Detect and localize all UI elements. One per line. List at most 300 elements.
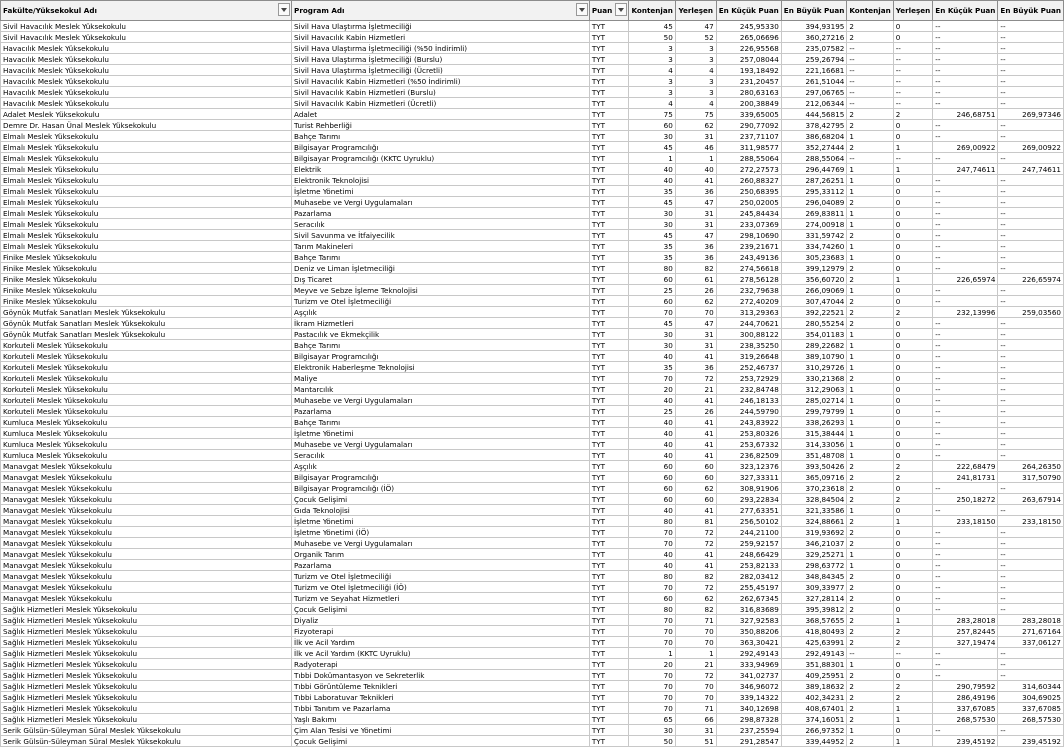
cell-puan[interactable]: TYT — [589, 692, 629, 703]
cell-kontenjan-2[interactable]: 2 — [847, 538, 893, 549]
cell-kontenjan[interactable]: 70 — [629, 692, 675, 703]
cell-puan[interactable]: TYT — [589, 76, 629, 87]
cell-max[interactable]: 315,38444 — [781, 428, 847, 439]
cell-max-2[interactable]: -- — [998, 582, 1064, 593]
cell-min-2[interactable]: -- — [933, 648, 998, 659]
cell-kontenjan[interactable]: 80 — [629, 604, 675, 615]
cell-max-2[interactable]: -- — [998, 439, 1064, 450]
cell-yerlesen[interactable]: 70 — [675, 637, 716, 648]
cell-kontenjan-2[interactable]: 2 — [847, 736, 893, 747]
cell-min-2[interactable]: -- — [933, 527, 998, 538]
cell-kontenjan-2[interactable]: 1 — [847, 351, 893, 362]
cell-max[interactable]: 321,33586 — [781, 505, 847, 516]
cell-faculty[interactable]: Manavgat Meslek Yüksekokulu — [1, 472, 292, 483]
cell-min-2[interactable]: -- — [933, 538, 998, 549]
cell-min[interactable]: 298,87328 — [716, 714, 781, 725]
cell-yerlesen-2[interactable]: 2 — [893, 461, 933, 472]
cell-program[interactable]: Bahçe Tarımı — [292, 340, 590, 351]
cell-kontenjan[interactable]: 3 — [629, 54, 675, 65]
cell-min[interactable]: 313,29363 — [716, 307, 781, 318]
cell-puan[interactable]: TYT — [589, 131, 629, 142]
cell-program[interactable]: Radyoterapi — [292, 659, 590, 670]
cell-min[interactable]: 243,49136 — [716, 252, 781, 263]
cell-program[interactable]: Organik Tarım — [292, 549, 590, 560]
cell-max-2[interactable]: 337,06127 — [998, 637, 1064, 648]
cell-min-2[interactable]: 290,79592 — [933, 681, 998, 692]
cell-faculty[interactable]: Kumluca Meslek Yüksekokulu — [1, 439, 292, 450]
cell-min-2[interactable]: 222,68479 — [933, 461, 998, 472]
cell-kontenjan-2[interactable]: 1 — [847, 362, 893, 373]
cell-min[interactable]: 278,56128 — [716, 274, 781, 285]
cell-min-2[interactable]: -- — [933, 32, 998, 43]
column-header-max[interactable]: En Büyük Puan — [781, 1, 847, 21]
cell-yerlesen[interactable]: 41 — [675, 395, 716, 406]
cell-puan[interactable]: TYT — [589, 538, 629, 549]
cell-max-2[interactable]: -- — [998, 329, 1064, 340]
cell-program[interactable]: Fizyoterapi — [292, 626, 590, 637]
cell-kontenjan-2[interactable]: 1 — [847, 549, 893, 560]
cell-max-2[interactable]: -- — [998, 527, 1064, 538]
cell-program[interactable]: Sivil Hava Ulaştırma İşletmeciliği — [292, 21, 590, 32]
cell-kontenjan[interactable]: 70 — [629, 703, 675, 714]
cell-faculty[interactable]: Korkuteli Meslek Yüksekokulu — [1, 406, 292, 417]
cell-puan[interactable]: TYT — [589, 153, 629, 164]
cell-max[interactable]: 285,02714 — [781, 395, 847, 406]
cell-min[interactable]: 298,10690 — [716, 230, 781, 241]
cell-puan[interactable]: TYT — [589, 406, 629, 417]
cell-program[interactable]: İkram Hizmetleri — [292, 318, 590, 329]
cell-faculty[interactable]: Manavgat Meslek Yüksekokulu — [1, 483, 292, 494]
cell-min[interactable]: 245,84434 — [716, 208, 781, 219]
cell-max[interactable]: 295,33112 — [781, 186, 847, 197]
cell-kontenjan[interactable]: 45 — [629, 230, 675, 241]
cell-kontenjan-2[interactable]: 1 — [847, 285, 893, 296]
cell-faculty[interactable]: Kumluca Meslek Yüksekokulu — [1, 428, 292, 439]
cell-program[interactable]: Muhasebe ve Vergi Uygulamaları — [292, 538, 590, 549]
cell-puan[interactable]: TYT — [589, 98, 629, 109]
cell-program[interactable]: İlk ve Acil Yardım — [292, 637, 590, 648]
cell-max[interactable]: 312,29063 — [781, 384, 847, 395]
cell-kontenjan[interactable]: 70 — [629, 615, 675, 626]
cell-kontenjan[interactable]: 25 — [629, 406, 675, 417]
cell-yerlesen-2[interactable]: 0 — [893, 406, 933, 417]
cell-yerlesen-2[interactable]: 0 — [893, 505, 933, 516]
cell-kontenjan[interactable]: 35 — [629, 362, 675, 373]
cell-yerlesen-2[interactable]: 1 — [893, 164, 933, 175]
cell-min-2[interactable]: -- — [933, 395, 998, 406]
cell-puan[interactable]: TYT — [589, 560, 629, 571]
cell-yerlesen-2[interactable]: 0 — [893, 571, 933, 582]
cell-puan[interactable]: TYT — [589, 626, 629, 637]
cell-max-2[interactable]: -- — [998, 32, 1064, 43]
cell-yerlesen-2[interactable]: 0 — [893, 450, 933, 461]
cell-puan[interactable]: TYT — [589, 54, 629, 65]
cell-min[interactable]: 243,83922 — [716, 417, 781, 428]
cell-puan[interactable]: TYT — [589, 219, 629, 230]
cell-max[interactable]: 444,56815 — [781, 109, 847, 120]
cell-program[interactable]: Maliye — [292, 373, 590, 384]
cell-yerlesen[interactable]: 36 — [675, 241, 716, 252]
cell-faculty[interactable]: Korkuteli Meslek Yüksekokulu — [1, 395, 292, 406]
cell-kontenjan-2[interactable]: -- — [847, 153, 893, 164]
cell-kontenjan[interactable]: 80 — [629, 263, 675, 274]
cell-faculty[interactable]: Havacılık Meslek Yüksekokulu — [1, 87, 292, 98]
cell-max-2[interactable]: -- — [998, 593, 1064, 604]
cell-max-2[interactable]: -- — [998, 560, 1064, 571]
cell-yerlesen[interactable]: 47 — [675, 318, 716, 329]
cell-faculty[interactable]: Adalet Meslek Yüksekokulu — [1, 109, 292, 120]
cell-yerlesen-2[interactable]: 0 — [893, 384, 933, 395]
cell-faculty[interactable]: Elmalı Meslek Yüksekokulu — [1, 131, 292, 142]
cell-yerlesen[interactable]: 62 — [675, 593, 716, 604]
cell-yerlesen-2[interactable]: 1 — [893, 703, 933, 714]
cell-max-2[interactable]: 269,00922 — [998, 142, 1064, 153]
cell-kontenjan[interactable]: 60 — [629, 483, 675, 494]
cell-program[interactable]: Muhasebe ve Vergi Uygulamaları — [292, 439, 590, 450]
cell-min[interactable]: 231,20457 — [716, 76, 781, 87]
cell-program[interactable]: Tıbbi Dokümantasyon ve Sekreterlik — [292, 670, 590, 681]
cell-yerlesen[interactable]: 70 — [675, 681, 716, 692]
cell-max-2[interactable]: -- — [998, 318, 1064, 329]
cell-yerlesen[interactable]: 3 — [675, 43, 716, 54]
cell-min[interactable]: 245,95330 — [716, 21, 781, 32]
cell-min[interactable]: 308,91906 — [716, 483, 781, 494]
cell-puan[interactable]: TYT — [589, 142, 629, 153]
cell-yerlesen[interactable]: 41 — [675, 450, 716, 461]
cell-max[interactable]: 259,26794 — [781, 54, 847, 65]
cell-puan[interactable]: TYT — [589, 252, 629, 263]
cell-min-2[interactable]: -- — [933, 197, 998, 208]
cell-max-2[interactable]: -- — [998, 395, 1064, 406]
cell-program[interactable]: Tıbbi Laboratuvar Teknikleri — [292, 692, 590, 703]
cell-min-2[interactable]: -- — [933, 175, 998, 186]
cell-yerlesen-2[interactable]: 0 — [893, 549, 933, 560]
cell-kontenjan[interactable]: 30 — [629, 340, 675, 351]
cell-min-2[interactable]: -- — [933, 131, 998, 142]
cell-max-2[interactable]: -- — [998, 197, 1064, 208]
cell-min[interactable]: 236,82509 — [716, 450, 781, 461]
cell-max[interactable]: 298,63772 — [781, 560, 847, 571]
cell-max-2[interactable]: -- — [998, 87, 1064, 98]
cell-yerlesen[interactable]: 41 — [675, 175, 716, 186]
cell-max[interactable]: 327,28114 — [781, 593, 847, 604]
cell-program[interactable]: Turist Rehberliği — [292, 120, 590, 131]
cell-min-2[interactable]: 283,28018 — [933, 615, 998, 626]
cell-program[interactable]: Deniz ve Liman İşletmeciliği — [292, 263, 590, 274]
cell-min-2[interactable]: -- — [933, 65, 998, 76]
cell-kontenjan[interactable]: 70 — [629, 670, 675, 681]
cell-max-2[interactable]: -- — [998, 384, 1064, 395]
cell-puan[interactable]: TYT — [589, 714, 629, 725]
cell-yerlesen-2[interactable]: 0 — [893, 296, 933, 307]
filter-dropdown-icon[interactable] — [576, 3, 588, 16]
cell-min[interactable]: 237,71107 — [716, 131, 781, 142]
cell-faculty[interactable]: Sağlık Hizmetleri Meslek Yüksekokulu — [1, 692, 292, 703]
cell-yerlesen-2[interactable]: 0 — [893, 131, 933, 142]
cell-program[interactable]: Çocuk Gelişimi — [292, 494, 590, 505]
cell-max-2[interactable]: -- — [998, 54, 1064, 65]
cell-yerlesen-2[interactable]: 0 — [893, 186, 933, 197]
cell-program[interactable]: Adalet — [292, 109, 590, 120]
cell-yerlesen-2[interactable]: -- — [893, 87, 933, 98]
cell-min[interactable]: 341,02737 — [716, 670, 781, 681]
cell-min[interactable]: 226,95568 — [716, 43, 781, 54]
cell-kontenjan-2[interactable]: 1 — [847, 164, 893, 175]
cell-faculty[interactable]: Sağlık Hizmetleri Meslek Yüksekokulu — [1, 648, 292, 659]
cell-puan[interactable]: TYT — [589, 65, 629, 76]
cell-max[interactable]: 235,07582 — [781, 43, 847, 54]
cell-faculty[interactable]: Elmalı Meslek Yüksekokulu — [1, 164, 292, 175]
cell-kontenjan-2[interactable]: 1 — [847, 417, 893, 428]
cell-puan[interactable]: TYT — [589, 472, 629, 483]
cell-program[interactable]: İlk ve Acil Yardım (KKTC Uyruklu) — [292, 648, 590, 659]
cell-kontenjan[interactable]: 35 — [629, 241, 675, 252]
cell-min-2[interactable]: -- — [933, 549, 998, 560]
cell-kontenjan[interactable]: 50 — [629, 32, 675, 43]
cell-kontenjan-2[interactable]: 2 — [847, 142, 893, 153]
cell-min[interactable]: 274,56618 — [716, 263, 781, 274]
cell-max[interactable]: 324,88661 — [781, 516, 847, 527]
cell-yerlesen-2[interactable]: 1 — [893, 736, 933, 747]
cell-kontenjan-2[interactable]: 2 — [847, 120, 893, 131]
cell-max[interactable]: 409,25951 — [781, 670, 847, 681]
cell-program[interactable]: Tarım Makineleri — [292, 241, 590, 252]
cell-kontenjan-2[interactable]: 2 — [847, 714, 893, 725]
cell-min-2[interactable]: -- — [933, 340, 998, 351]
cell-puan[interactable]: TYT — [589, 428, 629, 439]
cell-faculty[interactable]: Korkuteli Meslek Yüksekokulu — [1, 351, 292, 362]
cell-yerlesen-2[interactable]: -- — [893, 65, 933, 76]
cell-faculty[interactable]: Manavgat Meslek Yüksekokulu — [1, 538, 292, 549]
cell-yerlesen[interactable]: 47 — [675, 197, 716, 208]
cell-yerlesen[interactable]: 71 — [675, 615, 716, 626]
cell-max[interactable]: 351,88301 — [781, 659, 847, 670]
cell-kontenjan[interactable]: 40 — [629, 428, 675, 439]
cell-min-2[interactable]: 232,13996 — [933, 307, 998, 318]
cell-kontenjan-2[interactable]: 2 — [847, 263, 893, 274]
cell-program[interactable]: Turizm ve Seyahat Hizmetleri — [292, 593, 590, 604]
cell-program[interactable]: Sivil Hava Ulaştırma İşletmeciliği (%50 İndirimli) — [292, 43, 590, 54]
cell-yerlesen-2[interactable]: 0 — [893, 241, 933, 252]
cell-kontenjan-2[interactable]: 1 — [847, 384, 893, 395]
cell-puan[interactable]: TYT — [589, 736, 629, 747]
cell-yerlesen-2[interactable]: 1 — [893, 142, 933, 153]
cell-max-2[interactable]: -- — [998, 428, 1064, 439]
cell-max[interactable]: 274,00918 — [781, 219, 847, 230]
cell-faculty[interactable]: Korkuteli Meslek Yüksekokulu — [1, 362, 292, 373]
cell-max[interactable]: 299,79799 — [781, 406, 847, 417]
cell-max-2[interactable]: -- — [998, 571, 1064, 582]
cell-max-2[interactable]: -- — [998, 296, 1064, 307]
cell-min-2[interactable]: 337,67085 — [933, 703, 998, 714]
cell-max-2[interactable]: -- — [998, 120, 1064, 131]
cell-min[interactable]: 280,63163 — [716, 87, 781, 98]
cell-min-2[interactable]: -- — [933, 296, 998, 307]
cell-kontenjan-2[interactable]: 2 — [847, 230, 893, 241]
cell-kontenjan[interactable]: 1 — [629, 648, 675, 659]
cell-max-2[interactable]: 264,26350 — [998, 461, 1064, 472]
cell-min-2[interactable]: -- — [933, 219, 998, 230]
cell-program[interactable]: Çocuk Gelişimi — [292, 604, 590, 615]
cell-min-2[interactable]: -- — [933, 153, 998, 164]
cell-kontenjan-2[interactable]: -- — [847, 54, 893, 65]
cell-max-2[interactable]: -- — [998, 263, 1064, 274]
cell-faculty[interactable]: Sivil Havacılık Meslek Yüksekokulu — [1, 21, 292, 32]
cell-min[interactable]: 316,83689 — [716, 604, 781, 615]
cell-max-2[interactable]: 226,65974 — [998, 274, 1064, 285]
cell-kontenjan[interactable]: 20 — [629, 659, 675, 670]
cell-puan[interactable]: TYT — [589, 274, 629, 285]
cell-max-2[interactable]: 283,28018 — [998, 615, 1064, 626]
cell-yerlesen-2[interactable]: 0 — [893, 362, 933, 373]
cell-max[interactable]: 296,04089 — [781, 197, 847, 208]
cell-kontenjan-2[interactable]: 2 — [847, 604, 893, 615]
cell-yerlesen[interactable]: 41 — [675, 428, 716, 439]
cell-kontenjan-2[interactable]: 1 — [847, 329, 893, 340]
cell-min-2[interactable]: -- — [933, 43, 998, 54]
cell-puan[interactable]: TYT — [589, 329, 629, 340]
cell-max-2[interactable]: -- — [998, 538, 1064, 549]
cell-yerlesen[interactable]: 3 — [675, 54, 716, 65]
cell-yerlesen[interactable]: 41 — [675, 351, 716, 362]
cell-yerlesen-2[interactable]: 0 — [893, 604, 933, 615]
column-header-yerlesen[interactable]: Yerleşen — [675, 1, 716, 21]
cell-min[interactable]: 255,45197 — [716, 582, 781, 593]
cell-min[interactable]: 340,12698 — [716, 703, 781, 714]
cell-kontenjan[interactable]: 75 — [629, 109, 675, 120]
cell-min-2[interactable]: -- — [933, 186, 998, 197]
cell-faculty[interactable]: Sivil Havacılık Meslek Yüksekokulu — [1, 32, 292, 43]
cell-min[interactable]: 272,40209 — [716, 296, 781, 307]
cell-max-2[interactable]: -- — [998, 230, 1064, 241]
cell-program[interactable]: Sivil Havacılık Kabin Hizmetleri (Burslu) — [292, 87, 590, 98]
cell-min-2[interactable]: -- — [933, 76, 998, 87]
cell-min[interactable]: 239,21671 — [716, 241, 781, 252]
cell-program[interactable]: Seracılık — [292, 450, 590, 461]
cell-yerlesen[interactable]: 75 — [675, 109, 716, 120]
cell-kontenjan-2[interactable]: 2 — [847, 626, 893, 637]
cell-kontenjan-2[interactable]: 1 — [847, 560, 893, 571]
cell-yerlesen[interactable]: 82 — [675, 571, 716, 582]
cell-faculty[interactable]: Sağlık Hizmetleri Meslek Yüksekokulu — [1, 703, 292, 714]
cell-puan[interactable]: TYT — [589, 615, 629, 626]
cell-program[interactable]: Elektrik — [292, 164, 590, 175]
cell-max-2[interactable]: 239,45192 — [998, 736, 1064, 747]
column-header-puan[interactable] — [589, 1, 629, 21]
cell-min[interactable]: 265,06696 — [716, 32, 781, 43]
cell-faculty[interactable]: Sağlık Hizmetleri Meslek Yüksekokulu — [1, 604, 292, 615]
cell-min[interactable]: 252,46737 — [716, 362, 781, 373]
cell-yerlesen-2[interactable]: -- — [893, 43, 933, 54]
cell-kontenjan-2[interactable]: 1 — [847, 505, 893, 516]
cell-faculty[interactable]: Sağlık Hizmetleri Meslek Yüksekokulu — [1, 670, 292, 681]
cell-yerlesen-2[interactable]: 0 — [893, 670, 933, 681]
cell-min-2[interactable]: -- — [933, 483, 998, 494]
cell-kontenjan-2[interactable]: 1 — [847, 241, 893, 252]
cell-yerlesen-2[interactable]: 0 — [893, 439, 933, 450]
cell-max[interactable]: 331,59742 — [781, 230, 847, 241]
cell-min-2[interactable]: -- — [933, 593, 998, 604]
cell-puan[interactable]: TYT — [589, 296, 629, 307]
cell-puan[interactable]: TYT — [589, 439, 629, 450]
cell-max[interactable]: 338,26293 — [781, 417, 847, 428]
cell-kontenjan[interactable]: 60 — [629, 494, 675, 505]
cell-max-2[interactable]: -- — [998, 362, 1064, 373]
cell-faculty[interactable]: Manavgat Meslek Yüksekokulu — [1, 571, 292, 582]
cell-yerlesen[interactable]: 31 — [675, 131, 716, 142]
cell-puan[interactable]: TYT — [589, 197, 629, 208]
cell-faculty[interactable]: Göynük Mutfak Sanatları Meslek Yüksekokulu — [1, 318, 292, 329]
cell-max-2[interactable]: -- — [998, 483, 1064, 494]
cell-min-2[interactable]: -- — [933, 604, 998, 615]
cell-faculty[interactable]: Manavgat Meslek Yüksekokulu — [1, 494, 292, 505]
cell-kontenjan-2[interactable]: 1 — [847, 659, 893, 670]
cell-faculty[interactable]: Havacılık Meslek Yüksekokulu — [1, 43, 292, 54]
cell-min-2[interactable]: 257,82445 — [933, 626, 998, 637]
cell-min-2[interactable]: -- — [933, 351, 998, 362]
cell-min-2[interactable]: 246,68751 — [933, 109, 998, 120]
cell-min[interactable]: 290,77092 — [716, 120, 781, 131]
cell-program[interactable]: Çim Alan Tesisi ve Yönetimi — [292, 725, 590, 736]
cell-kontenjan-2[interactable]: 1 — [847, 340, 893, 351]
cell-min[interactable]: 291,28547 — [716, 736, 781, 747]
cell-faculty[interactable]: Kumluca Meslek Yüksekokulu — [1, 417, 292, 428]
cell-kontenjan[interactable]: 70 — [629, 681, 675, 692]
cell-min[interactable]: 327,33311 — [716, 472, 781, 483]
cell-min[interactable]: 253,67332 — [716, 439, 781, 450]
column-header-kontenjan[interactable]: Kontenjan — [629, 1, 675, 21]
cell-kontenjan[interactable]: 3 — [629, 87, 675, 98]
cell-kontenjan-2[interactable]: -- — [847, 76, 893, 87]
cell-program[interactable]: Bahçe Tarımı — [292, 417, 590, 428]
cell-kontenjan[interactable]: 40 — [629, 351, 675, 362]
cell-max[interactable]: 356,60720 — [781, 274, 847, 285]
cell-program[interactable]: Gıda Teknolojisi — [292, 505, 590, 516]
cell-faculty[interactable]: Manavgat Meslek Yüksekokulu — [1, 549, 292, 560]
cell-kontenjan[interactable]: 80 — [629, 571, 675, 582]
cell-min-2[interactable]: -- — [933, 87, 998, 98]
cell-min-2[interactable]: -- — [933, 428, 998, 439]
cell-yerlesen[interactable]: 21 — [675, 384, 716, 395]
cell-yerlesen[interactable]: 31 — [675, 725, 716, 736]
cell-yerlesen[interactable]: 4 — [675, 98, 716, 109]
cell-kontenjan[interactable]: 40 — [629, 505, 675, 516]
cell-faculty[interactable]: Manavgat Meslek Yüksekokulu — [1, 593, 292, 604]
cell-yerlesen-2[interactable]: 0 — [893, 197, 933, 208]
cell-min-2[interactable]: -- — [933, 318, 998, 329]
cell-min[interactable]: 244,70621 — [716, 318, 781, 329]
cell-yerlesen-2[interactable]: 0 — [893, 483, 933, 494]
cell-program[interactable]: Çocuk Gelişimi — [292, 736, 590, 747]
cell-puan[interactable]: TYT — [589, 450, 629, 461]
cell-min-2[interactable]: -- — [933, 285, 998, 296]
cell-kontenjan[interactable]: 30 — [629, 208, 675, 219]
cell-min-2[interactable]: -- — [933, 252, 998, 263]
cell-faculty[interactable]: Elmalı Meslek Yüksekokulu — [1, 197, 292, 208]
cell-min-2[interactable]: -- — [933, 373, 998, 384]
cell-max[interactable]: 296,44769 — [781, 164, 847, 175]
cell-yerlesen-2[interactable]: 1 — [893, 714, 933, 725]
cell-min[interactable]: 259,92157 — [716, 538, 781, 549]
cell-min[interactable]: 256,50102 — [716, 516, 781, 527]
cell-yerlesen-2[interactable]: -- — [893, 98, 933, 109]
cell-max-2[interactable]: 259,03560 — [998, 307, 1064, 318]
cell-kontenjan-2[interactable]: -- — [847, 648, 893, 659]
cell-program[interactable]: Sivil Hava Ulaştırma İşletmeciliği (Ücretli) — [292, 65, 590, 76]
cell-kontenjan-2[interactable]: 2 — [847, 296, 893, 307]
cell-max-2[interactable]: -- — [998, 208, 1064, 219]
cell-min[interactable]: 262,67345 — [716, 593, 781, 604]
